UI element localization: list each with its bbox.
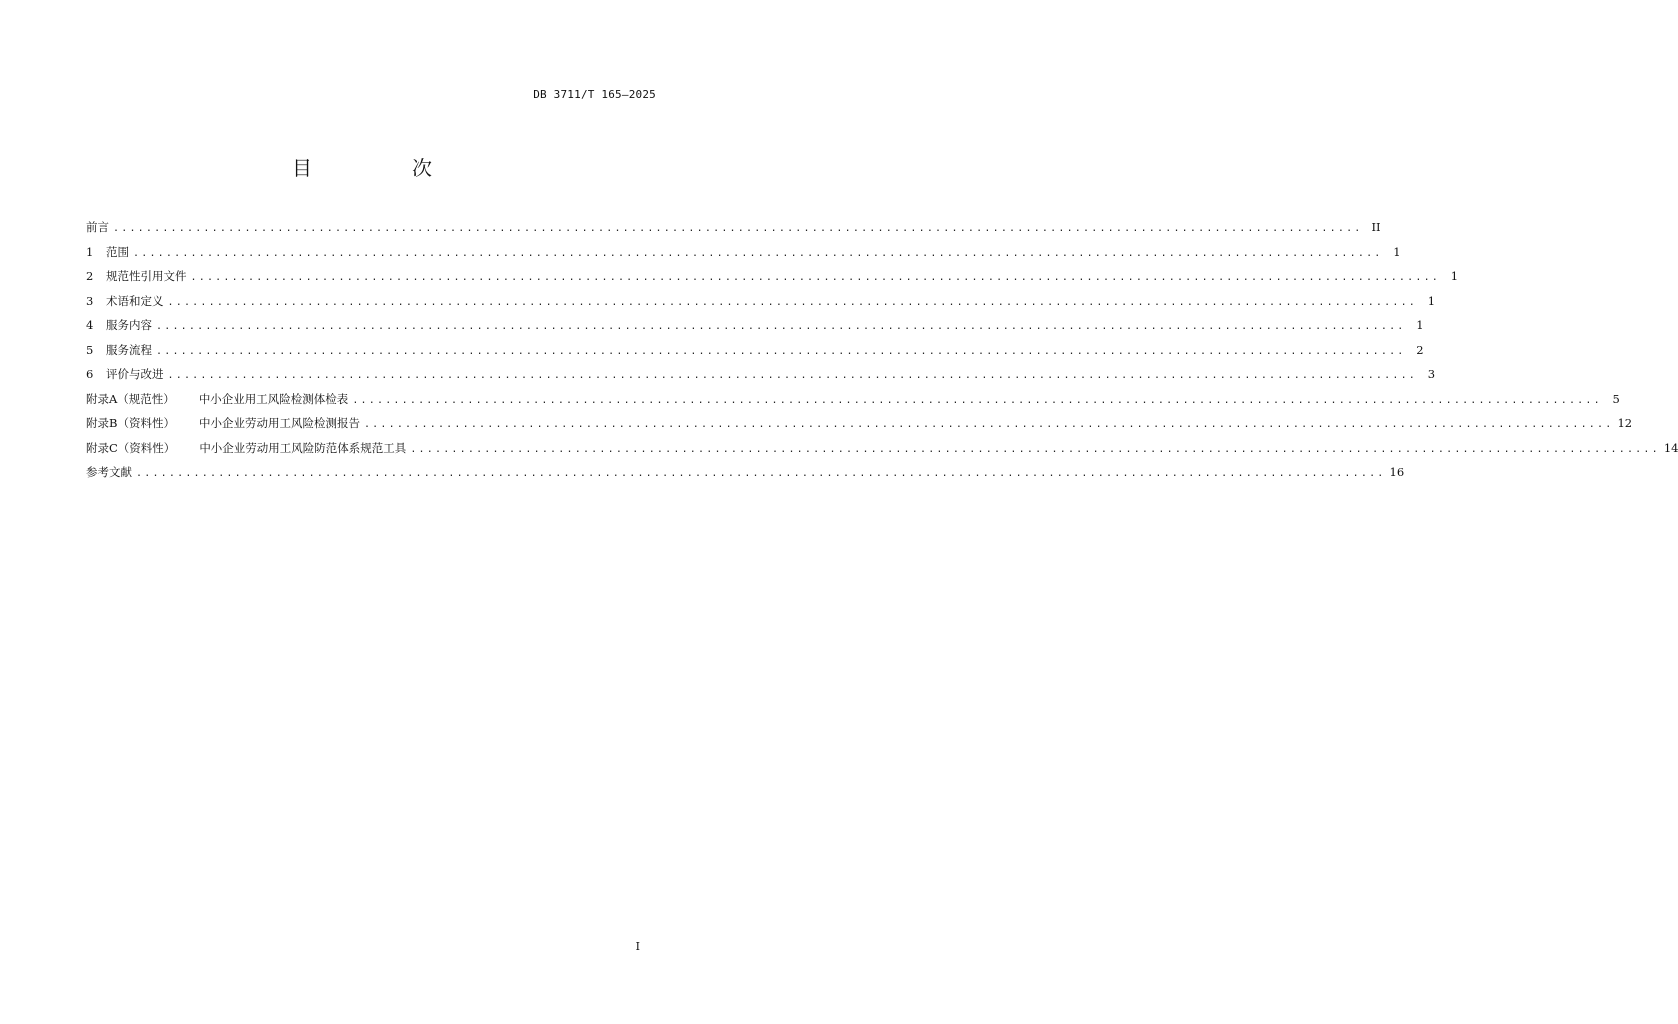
- section-number: 3: [86, 293, 94, 308]
- toc-leader: ........................................................................................................................................................: [113, 223, 1363, 234]
- section-number: 1: [86, 244, 94, 259]
- toc-entry-appendix-a[interactable]: [86, 391, 1620, 417]
- section-title: 服务内容: [106, 318, 152, 332]
- toc-page: 14: [1663, 440, 1678, 455]
- appendix-tag: 附录C（资料性）: [86, 440, 176, 455]
- toc-entry-section-3[interactable]: [86, 293, 1436, 319]
- section-number: 2: [86, 269, 94, 283]
- toc-entry-section-1[interactable]: [86, 244, 1401, 270]
- toc-entry-appendix-c[interactable]: [86, 440, 1678, 466]
- appendix-title: 中小企业劳动用工风险防范体系规范工具: [199, 440, 407, 455]
- doc-code: DB 3711/T 165—2025: [533, 88, 656, 101]
- section-title: 范围: [106, 244, 129, 259]
- appendix-tag: 附录A（规范性）: [86, 391, 175, 406]
- toc-page: 1: [1450, 269, 1459, 283]
- section-title: 评价与改进: [106, 367, 164, 381]
- section-title: 规范性引用文件: [106, 269, 187, 283]
- toc-entry-section-4[interactable]: [86, 318, 1424, 343]
- toc-page: 12: [1617, 416, 1633, 430]
- section-title: 术语和定义: [106, 293, 164, 308]
- toc-page: 16: [1389, 465, 1405, 479]
- toc-page: 2: [1416, 342, 1424, 357]
- page-number: I: [635, 940, 640, 953]
- toc-entry-section-6[interactable]: [86, 367, 1436, 392]
- section-number: 4: [86, 318, 94, 332]
- section-number: 5: [86, 342, 94, 357]
- toc-label: 前言: [86, 220, 109, 234]
- toc-entry-preface[interactable]: [86, 220, 1381, 245]
- page-title: 目 次: [292, 156, 472, 180]
- toc-leader: ........................................................................................................................................................: [133, 247, 1383, 259]
- toc-page: 3: [1427, 367, 1436, 381]
- toc-leader: ........................................................................................................................................................: [156, 345, 1406, 357]
- toc-leader: ........................................................................................................................................................: [363, 419, 1614, 430]
- section-number: 6: [86, 367, 94, 381]
- appendix-tag: 附录B（资料性）: [86, 416, 175, 430]
- appendix-title: 中小企业劳动用工风险检测报告: [198, 416, 360, 430]
- toc-leader: ........................................................................................................................................................: [156, 321, 1406, 332]
- toc-label: 参考文献: [86, 465, 132, 479]
- toc-label: [86, 441, 406, 455]
- toc-page: 5: [1612, 391, 1620, 406]
- toc-leader: ........................................................................................................................................................: [167, 370, 1418, 381]
- toc-leader: ........................................................................................................................................................: [136, 468, 1386, 479]
- toc-page: 1: [1427, 293, 1436, 308]
- appendix-title: 中小企业用工风险检测体检表: [198, 391, 349, 406]
- toc-entry-appendix-b[interactable]: [86, 416, 1633, 441]
- toc-label: [86, 269, 187, 283]
- toc-leader: ........................................................................................................................................................: [167, 296, 1418, 308]
- toc-label: [86, 416, 360, 430]
- table-of-contents: [86, 220, 1678, 490]
- toc-label: [86, 367, 164, 381]
- toc-leader: ........................................................................................................................................................: [190, 272, 1441, 283]
- toc-label: [86, 343, 152, 357]
- toc-label: [86, 392, 348, 406]
- toc-page: 1: [1393, 244, 1401, 259]
- toc-label: [86, 294, 164, 308]
- section-title: 服务流程: [106, 342, 152, 357]
- toc-leader: ........................................................................................................................................................: [410, 443, 1660, 455]
- toc-page: II: [1371, 220, 1381, 234]
- toc-leader: ........................................................................................................................................................: [352, 394, 1602, 406]
- toc-entry-section-2[interactable]: [86, 269, 1459, 294]
- toc-label: [86, 245, 129, 259]
- toc-page: 1: [1416, 318, 1424, 332]
- toc-entry-section-5[interactable]: [86, 342, 1424, 368]
- toc-entry-references[interactable]: [86, 465, 1405, 490]
- toc-label: [86, 318, 152, 332]
